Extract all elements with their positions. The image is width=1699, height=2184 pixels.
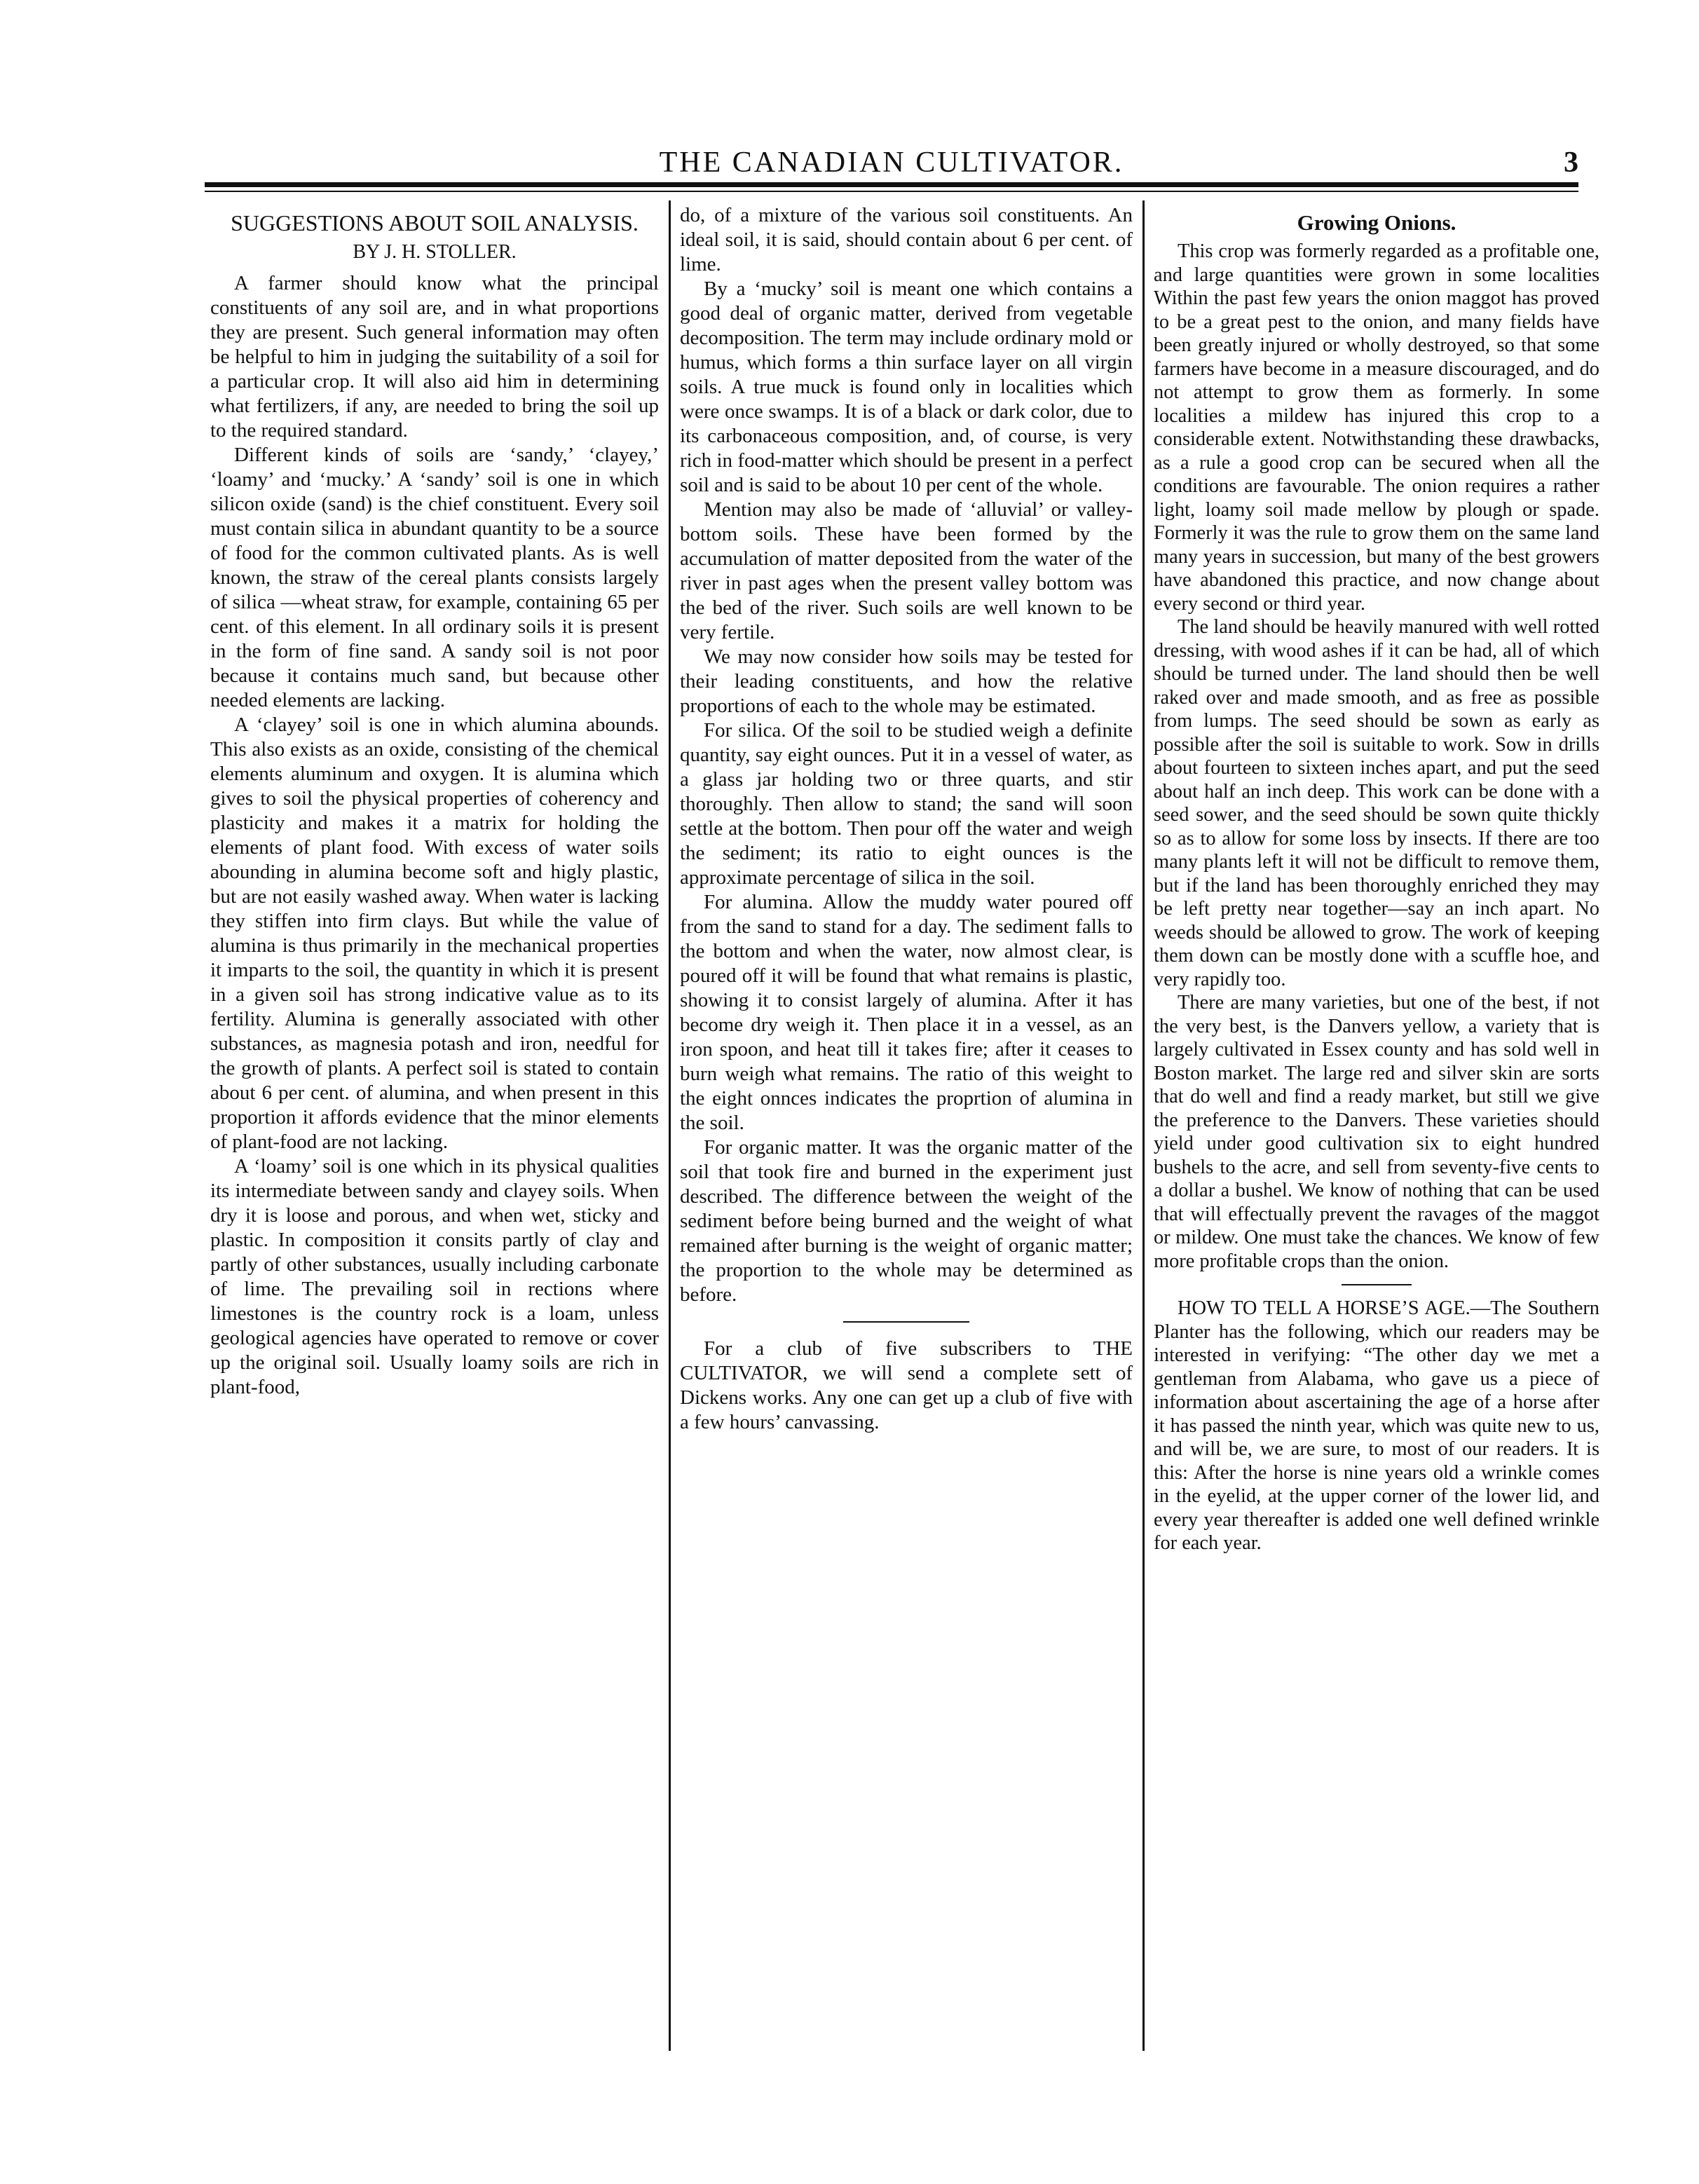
section-separator — [843, 1321, 969, 1323]
horse-age-heading: HOW TO TELL A HORSE’S AGE. — [1178, 1297, 1471, 1319]
paragraph: Mention may also be made of ‘alluvial’ or valley-bottom soils. These have been formed by the accumulation of matter deposited from the water of the river in past ages when the present valley bottom was the bed of the river. Such soils are well known to be very fertile. — [680, 498, 1133, 643]
article-soil-analysis — [210, 203, 659, 1400]
paragraph: A farmer should know what the principal constituents of any soil are, and in what proportions they are present. Such general information may often be helpful to him in judging the suitability of a soil for a particular crop. It will also aid him in determining what fertilizers, if any, are needed to bring the soil up to the required standard. — [210, 272, 659, 442]
article-soil-analysis-continued — [680, 203, 1133, 1435]
column-divider-1 — [669, 200, 671, 2051]
article-heading: SUGGESTIONS ABOUT SOIL ANALYSIS. — [231, 210, 639, 236]
header-rule-thin — [205, 191, 1578, 192]
page-header — [205, 144, 1578, 181]
paragraph: A ‘clayey’ soil is one in which alumina abounds. This also exists as an oxide, consisting of the chemical elements aluminum and oxygen. It is alumina which gives to soil the physical properties of coherency and plasticity and makes it a matrix for holding the elements of plant food. With excess of water soils abounding in alumina become soft and higly plastic, but are not easily washed away. When water is lacking they stiffen into firm clays. But while the value of alumina is thus primarily in the mechanical properties it imparts to the soil, the quantity in which it is present in a given soil has strong indicative value as to its fertility. Alumina is generally associated with other substances, as magnesia potash and iron, needful for the growth of plants. A perfect soil is stated to contain about 6 per cent. of alumina, and when present in this proportion it affords evidence that the minor elements of plant-food are not lacking. — [210, 714, 659, 1153]
paragraph: do, of a mixture of the various soil constituents. An ideal soil, it is said, should contain about 6 per cent. of lime. — [680, 204, 1133, 275]
section-separator — [1342, 1284, 1412, 1285]
subscription-notice: For a club of five subscribers to THE CULTIVATOR, we will send a complete sett of Dickens works. Any one can get up a club of five with a few hours’ canvassing. — [680, 1337, 1133, 1433]
paragraph: This crop was formerly regarded as a profitable one, and large quantities were grown in some localities Within the past few years the onion maggot has proved to be a great pest to the onion, and many fields have been greatly injured or wholly destroyed, so that some farmers have become in a measure discouraged, and do not attempt to grow them as formerly. In some localities a mildew has injured this crop to a considerable extent. Notwithstanding these drawbacks, as a rule a good crop can be secured when all the conditions are favourable. The onion requires a rather light, loamy soil made mellow by plough or spade. Formerly it was the rule to grow them on the same land many years in succession, but many of the best growers have abandoned this practice, and now change about every second or third year. — [1154, 240, 1599, 615]
horse-age-text: —The Southern Planter has the following, which our readers may be interested in verifying: “The other day we met a gentleman from Alabama, who gave us a piece of information about ascertaining the age of a horse after it has passed the ninth year, which was quite new to us, and will be, we are sure, to most of our readers. It is this: After the horse is nine years old a wrinkle comes in the eyelid, at the upper corner of the lower lid, and every year thereafter is added one well defined wrinkle for each year. — [1154, 1297, 1599, 1554]
paragraph: The land should be heavily manured with well rotted dressing, with wood ashes if it can be had, all of which should be turned under. The land should then be well raked over and made smooth, and as free as possible from lumps. The seed should be sown as early as possible after the soil is suitable to work. Sow in drills about fourteen to sixteen inches apart, and put the seed about half an inch deep. This work can be done with a seed sower, and the seed should be sown quite thickly so as to allow for some loss by insects. If there are too many plants left it will not be difficult to remove them, but if the land has been thoroughly enriched they may be left pretty near together—say an inch apart. No weeds should be allowed to grow. The work of keeping them down can be mostly done with a scuffle hoe, and very rapidly too. — [1154, 616, 1599, 990]
article-byline: BY J. H. STOLLER. — [353, 241, 517, 263]
paragraph: For organic matter. It was the organic matter of the soil that took fire and burned in the experiment just described. The difference between the weight of the sediment before being burned and the weight of what remained after burning is the weight of organic matter; the proportion to the whole may be determined as before. — [680, 1136, 1133, 1306]
page-number: 3 — [1564, 146, 1578, 179]
article-heading: Growing Onions. — [1297, 210, 1456, 235]
paragraph: For silica. Of the soil to be studied weigh a definite quantity, say eight ounces. Put it in a vessel of water, as a glass jar holding two or three quarts, and stir thoroughly. Then allow to stand; the sand will soon settle at the bottom. Then pour off the water and weigh the sediment; its ratio to eight ounces is the approximate percentage of silica in the soil. — [680, 719, 1133, 889]
paragraph: For alumina. Allow the muddy water poured off from the sand to stand for a day. The sediment falls to the bottom and when the water, now almost clear, is poured off it will be found that what remains is plastic, showing it to consist largely of alumina. After it has become dry weigh it. Then place it in a vessel, as an iron spoon, and heat till it takes fire; after it ceases to burn weigh what remains. The ratio of this weight to the eight onnces indicates the proprtion of alumina in the soil. — [680, 891, 1133, 1134]
paragraph: We may now consider how soils may be tested for their leading constituents, and how the relative proportions of each to the whole may be estimated. — [680, 646, 1133, 717]
header-rule-thick — [205, 182, 1578, 187]
horse-age-article — [1154, 1297, 1599, 1555]
paragraph: Different kinds of soils are ‘sandy,’ ‘clayey,’ ‘loamy’ and ‘mucky.’ A ‘sandy’ soil is one in which silicon oxide (sand) is the chief constituent. Every soil must contain silica in abundant quantity to be a source of food for the common cultivated plants. As is well known, the straw of the cereal plants consists largely of silica —wheat straw, for example, containing 65 per cent. of this element. In all ordinary soils it is present in the form of fine sand. A sandy soil is not poor because it contains much sand, but because other needed elements are lacking. — [210, 444, 659, 711]
paragraph: There are many varieties, but one of the best, if not the very best, is the Danvers yellow, a variety that is largely cultivated in Essex county and has sold well in Boston market. The large red and silver skin are sorts that do well and find a ready market, but still we give the preference to the Danvers. These varieties should yield under good cultivation six to eight hundred bushels to the acre, and sell from seventy-five cents to a dollar a bushel. We know of nothing that can be used that will effectually prevent the ravages of the maggot or mildew. One must take the chances. We know of few more profitable crops than the onion. — [1154, 992, 1599, 1272]
column-divider-2 — [1142, 200, 1145, 2051]
paragraph: A ‘loamy’ soil is one which in its physical qualities its intermediate between sandy and clayey soils. When dry it is loose and porous, and when wet, sticky and plastic. In composition it consits partly of clay and partly of other substances, usually including carbonate of lime. The prevailing soil in rections where limestones is the country rock is a loam, unless geological agencies have operated to remove or cover up the original soil. Usually loamy soils are rich in plant-food, — [210, 1155, 659, 1398]
article-growing-onions — [1154, 203, 1599, 1555]
paragraph: By a ‘mucky’ soil is meant one which contains a good deal of organic matter, derived from vegetable decomposition. The term may include ordinary mold or humus, which forms a thin surface layer on all virgin soils. A true muck is found only in localities which were once swamps. It is of a black or dark color, due to its carbonaceous composition, and, of course, is very rich in food-matter which should be present in a perfect soil and is said to be about 10 per cent of the whole. — [680, 278, 1133, 496]
page-title: THE CANADIAN CULTIVATOR. — [659, 146, 1124, 179]
